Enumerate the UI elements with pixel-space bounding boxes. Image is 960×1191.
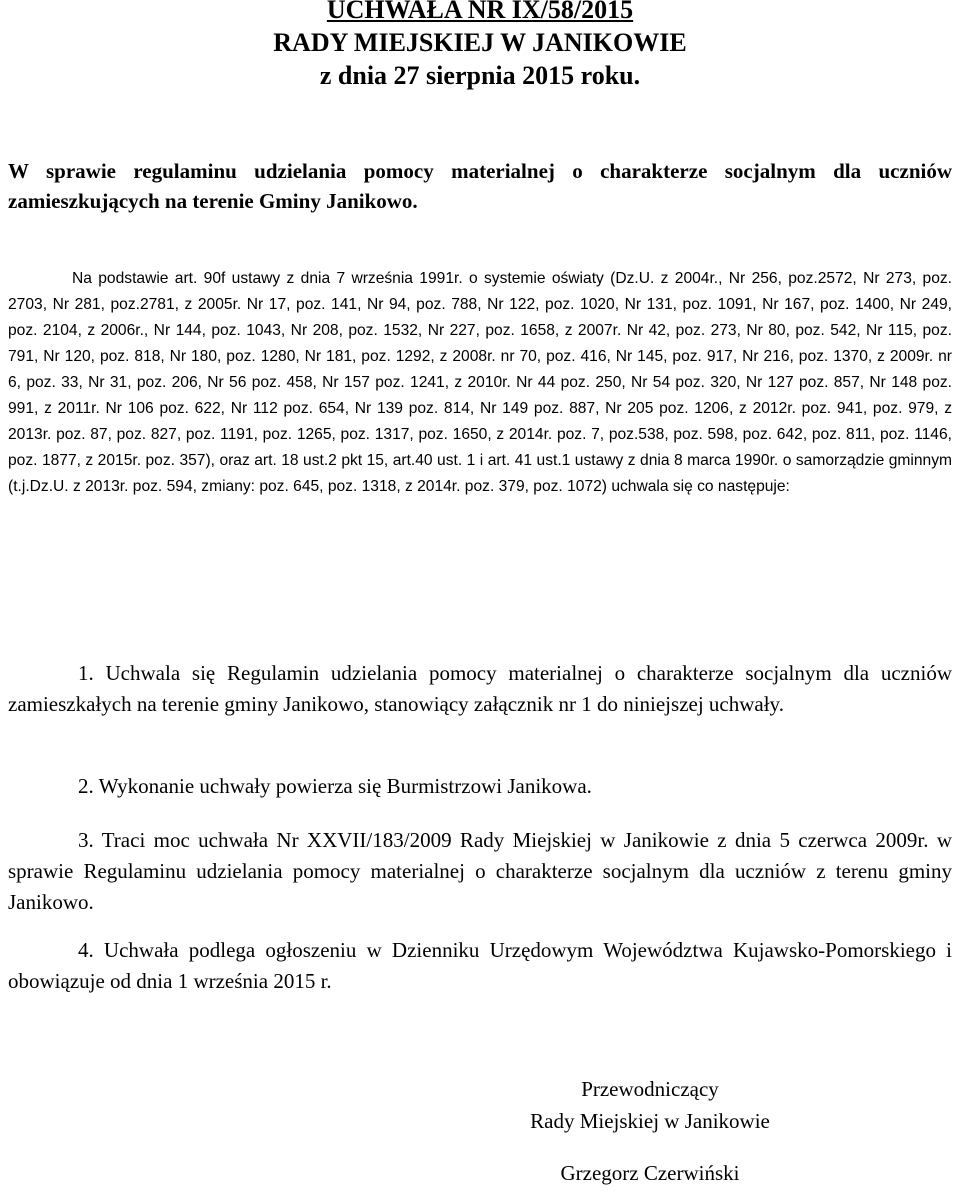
signature-role: Przewodniczący xyxy=(581,1077,719,1101)
resolution-date: z dnia 27 sierpnia 2015 roku. xyxy=(319,61,641,90)
resolution-number: UCHWAŁA NR IX/58/2015 xyxy=(326,0,634,24)
paragraph-1: 1. Uchwala się Regulamin udzielania pomocy materialnej o charakterze socjalnym dla uczniów zamieszkałych na terenie gminy Janikowo, stanowiący załącznik nr 1 do niniejszej uchwały. xyxy=(8,661,952,716)
paragraph-2: 2. Wykonanie uchwały powierza się Burmistrzowi Janikowa. xyxy=(78,774,592,798)
signature-name: Grzegorz Czerwiński xyxy=(560,1161,740,1185)
council-name: RADY MIEJSKIEJ W JANIKOWIE xyxy=(273,28,687,57)
signature-body: Rady Miejskiej w Janikowie xyxy=(530,1109,770,1133)
legal-basis: Na podstawie art. 90f ustawy z dnia 7 września 1991r. o systemie oświaty (Dz.U. z 2004r., Nr 256, poz.2572, Nr 273, poz. 2703, Nr 281, poz.2781, z 2005r. Nr 17, poz. 141, Nr 94, poz. 788, Nr 122, poz. 1020, Nr 131, poz. 1091, Nr 167, poz. 1400, Nr 249, poz. 2104, z 2006r., Nr 144, poz. 1043, Nr 208, poz. 1532, Nr 227, poz. 1658, z 2007r. Nr 42, poz. 273, Nr 80, poz. 542, Nr 115, poz. 791, Nr 120, poz. 818, Nr 180, poz. 1280, Nr 181, poz. 1292, z 2008r. nr 70, poz. 416, Nr 145, poz. 917, Nr 216, poz. 1370, z 2009r. nr 6, poz. 33, Nr 31, poz. 206, Nr 56 poz. 458, Nr 157 poz. 1241, z 2010r. Nr 44 poz. 250, Nr 54 poz. 320, Nr 127 poz. 857, Nr 148 poz. 991, z 2011r. Nr 106 poz. 622, Nr 112 poz. 654, Nr 139 poz. 814, Nr 149 poz. 887, Nr 205 poz. 1206, z 2012r. poz. 941, poz. 979, z 2013r. poz. 87, poz. 827, poz. 1191, poz. 1265, poz. 1317, poz. 1650, z 2014r. poz. 7, poz.538, poz. 598, poz. 642, poz. 811, poz. 1146, poz. 1877, z 2015r. poz. 357), oraz art. 18 ust.2 pkt 15, art.40 ust. 1 i art. 41 ust.1 ustawy z dnia 8 marca 1990r. o samorządzie gminnym (t.j.Dz.U. z 2013r. poz. 594, zmiany: poz. 645, poz. 1318, z 2014r. poz. 379, poz. 1072) uchwala się co następuje: xyxy=(8,270,952,495)
resolution-subject: W sprawie regulaminu udzielania pomocy materialnej o charakterze socjalnym dla uczniów zamieszkujących na terenie Gminy Janikowo. xyxy=(8,159,952,213)
paragraph-3: 3. Traci moc uchwała Nr XXVII/183/2009 Rady Miejskiej w Janikowie z dnia 5 czerwca 2009r. w sprawie Regulaminu udzielania pomocy materialnej o charakterze socjalnym dla uczniów z terenu gminy Janikowo. xyxy=(8,828,952,914)
paragraph-4: 4. Uchwała podlega ogłoszeniu w Dzienniku Urzędowym Województwa Kujawsko-Pomorskiego i obowiązuje od dnia 1 września 2015 r. xyxy=(8,938,952,993)
